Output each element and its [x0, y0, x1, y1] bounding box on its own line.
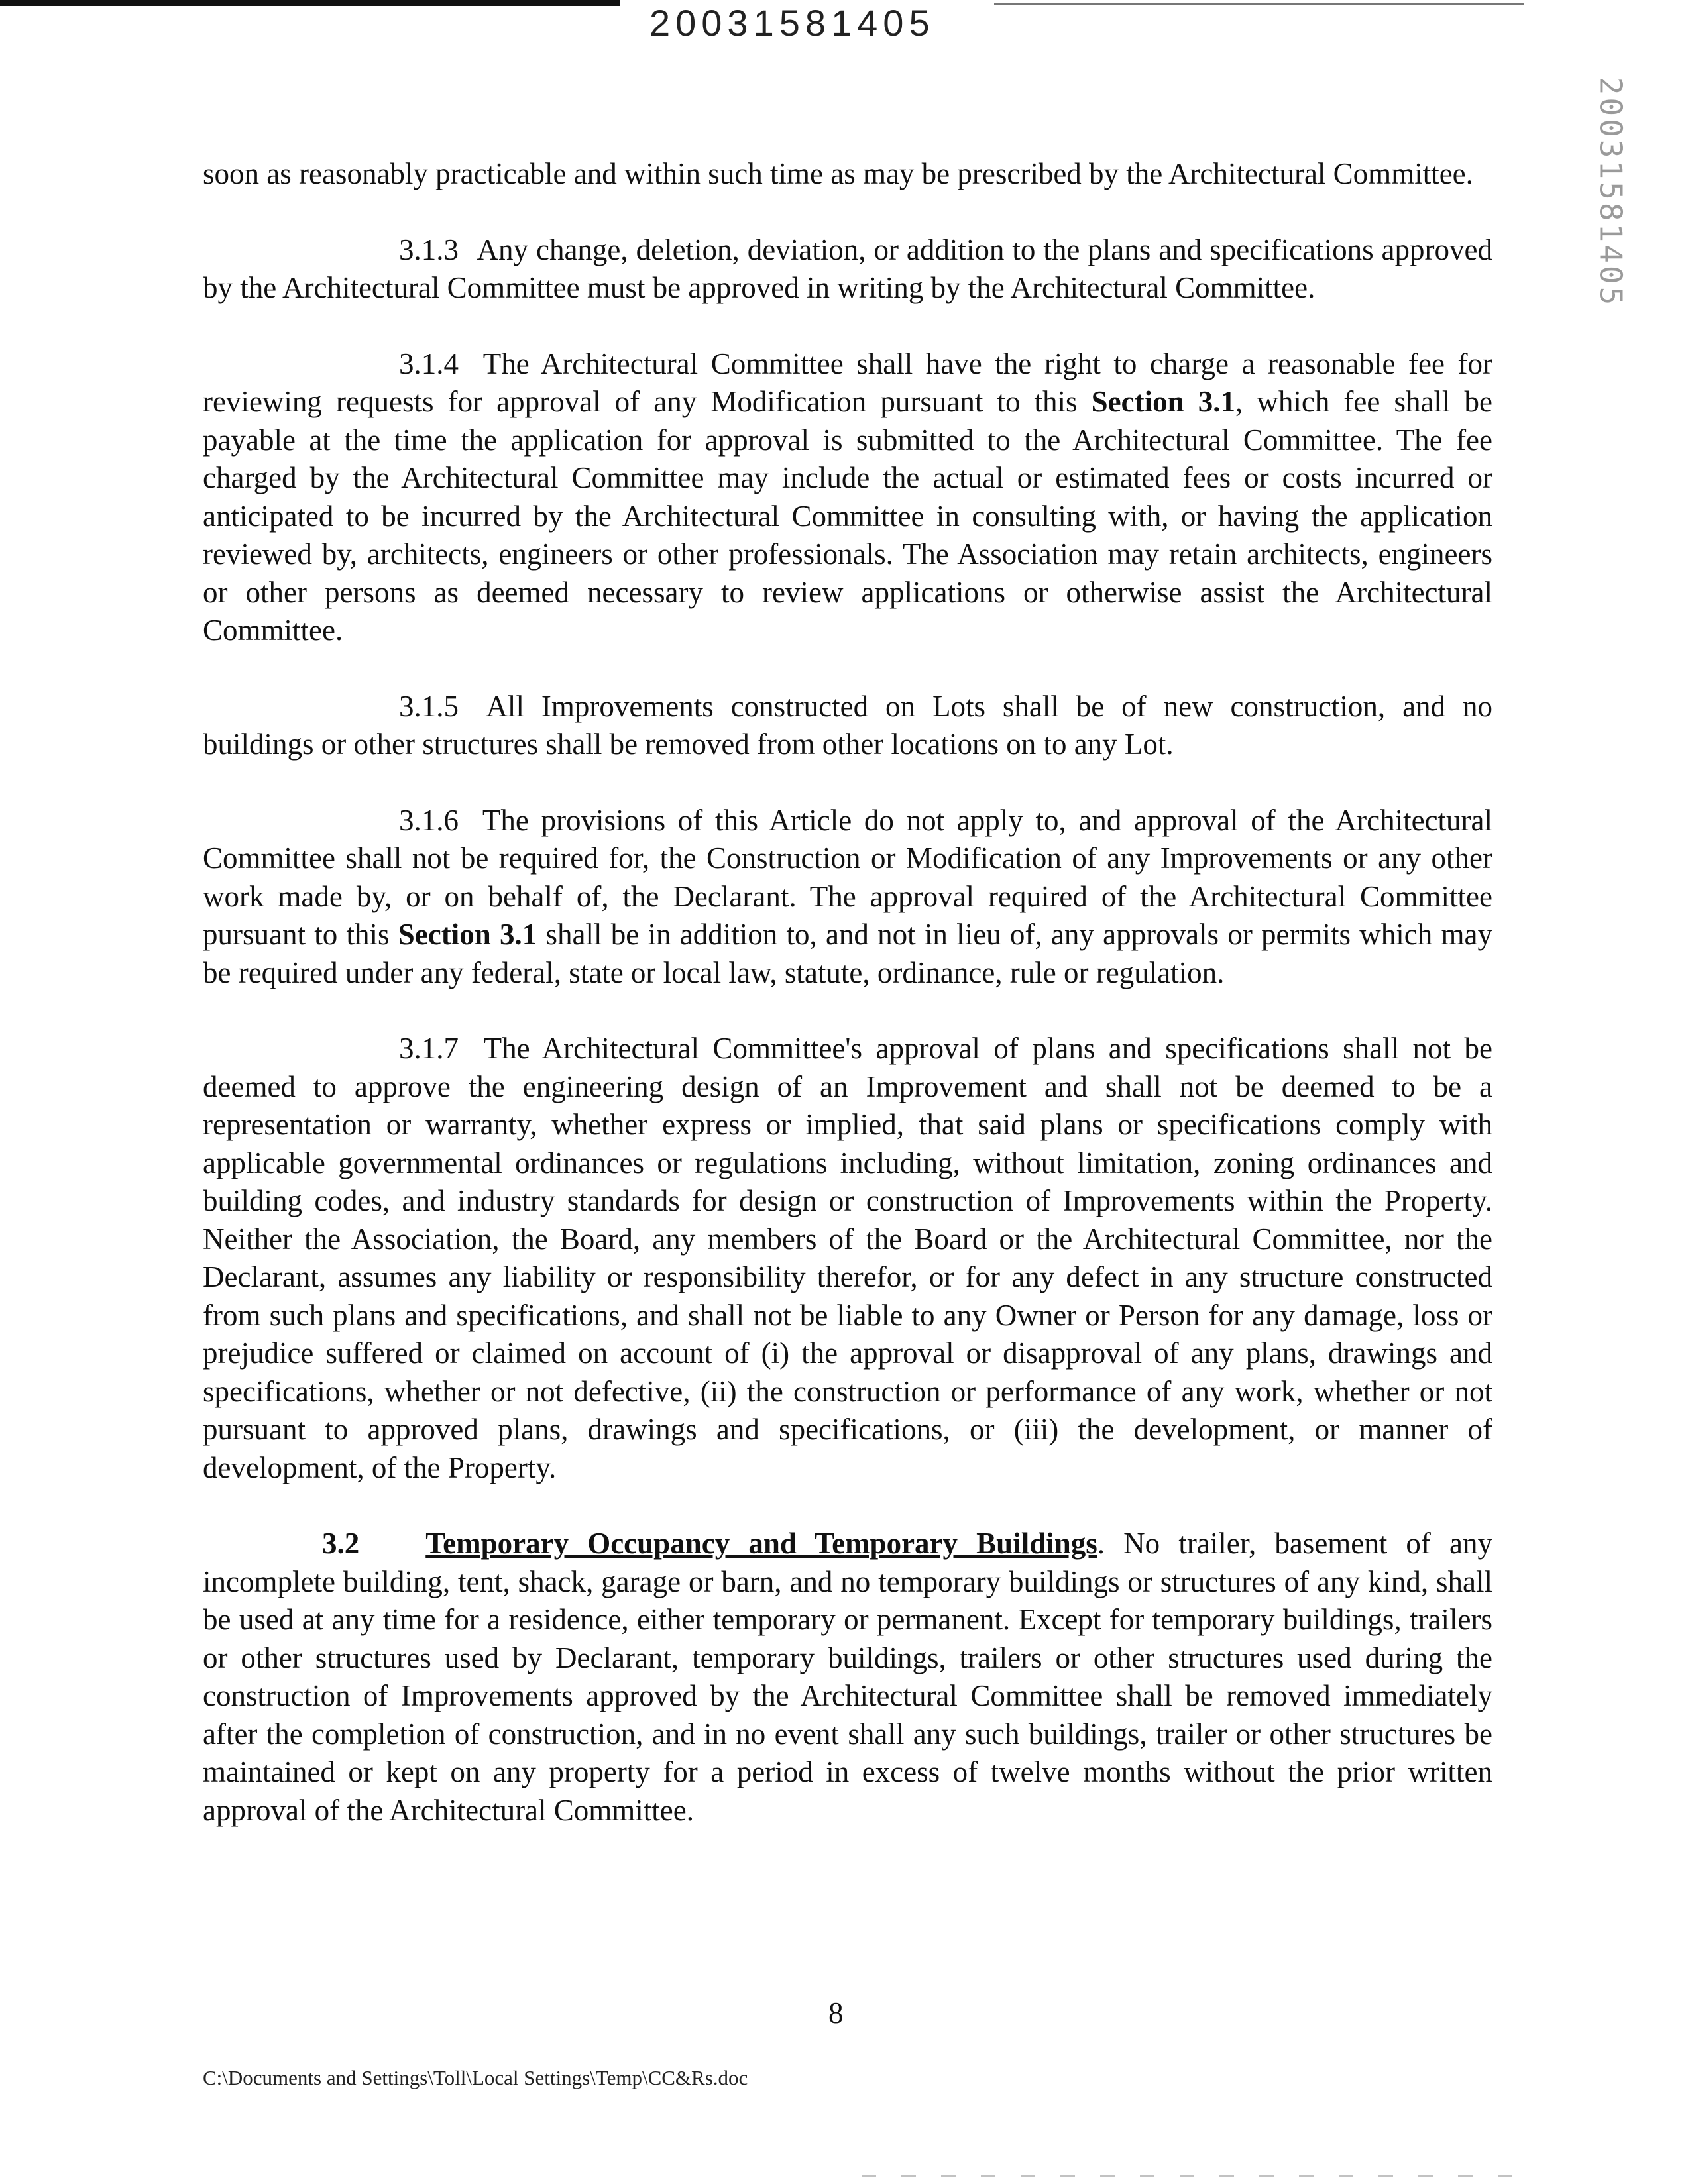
paragraph-3-1-5 [203, 688, 1492, 764]
section-number: 3.2 [322, 1527, 360, 1560]
paragraph-text: All Improvements constructed on Lots shall be of new construction, and no buildings or other structures shall be removed from other locations on to any Lot. [203, 689, 1492, 761]
section-title: Temporary Occupancy and Temporary Buildings [425, 1527, 1097, 1560]
recording-number: 20031581405 [649, 2, 935, 44]
paragraph-continuation [203, 155, 1492, 193]
section-title-period: . [1097, 1527, 1105, 1560]
paragraph-text: The provisions of this Article do not apply to, and approval of the Architectural Committee shall not be required for, the Construction or Modification of any Improvements or any other work made by, or on behalf of, the Declarant. The approval required of the Architectural Committee pursuant to this [203, 803, 1493, 951]
top-scan-rule [0, 0, 620, 6]
paragraph-text: No trailer, basement of any incomplete building, tent, shack, garage or barn, and no temporary buildings or structures of any kind, shall be used at any time for a residence, either temporary or permanent. Except for temporary buildings, trailers or other structures used by Declarant, temporary buildings, trailers or other structures used during the construction of Improvements approved by the Architectural Committee shall be removed immediately after the completion of construction, and in no event shall any such buildings, trailer or other structures be maintained or kept on any property for a period in excess of twelve months without the prior written approval of the Architectural Committee. [203, 1527, 1492, 1827]
side-stamp-text: 20031581405 [1593, 76, 1629, 308]
paragraph-text: The Architectural Committee's approval of plans and specifications shall not be deemed to approve the engineering design of an Improvement and shall not be deemed to be a representation or warranty, whether express or implied, that said plans or specifications comply with applicable governmental ordinances or regulations including, without limitation, zoning ordinances and building codes, and industry standards for design or construction of Improvements within the Property. Neither the Association, the Board, any members of the Board or the Architectural Committee, nor the Declarant, assumes any liability or responsibility therefor, or for any defect in any structure constructed from such plans and specifications, and shall not be liable to any Owner or Person for any damage, loss or prejudice suffered or claimed on account of (i) the approval or disapproval of any plans, drawings and specifications, whether or not defective, (ii) the construction or performance of any work, whether or not pursuant to approved plans, drawings and specifications, or (iii) the development, or manner of development, of the Property. [203, 1032, 1493, 1484]
paragraph-3-1-6 [203, 802, 1492, 993]
paragraph-text: Any change, deletion, deviation, or addition to the plans and specifications approved by the Architectural Committee must be approved in writing by the Architectural Committee. [203, 233, 1492, 304]
page-number: 8 [828, 1996, 844, 2030]
bottom-scan-marks [862, 2175, 1524, 2177]
document-body [203, 155, 1492, 1867]
section-reference: Section 3.1 [1091, 385, 1235, 418]
paragraph-text: soon as reasonably practicable and within such time as may be prescribed by the Architectural Committee. [203, 157, 1473, 190]
section-number: 3.1.4 [399, 347, 459, 380]
section-number: 3.1.6 [399, 803, 459, 837]
paragraph-3-1-3 [203, 231, 1492, 307]
paragraph-text: , which fee shall be payable at the time the application for approval is submitted to the Architectural Committee. The fee charged by the Architectural Committee may include the actual or estimated fees or costs incurred or anticipated to be incurred by the Architectural Committee in consulting with, or having the application reviewed by, architects, engineers or other professionals. The Association may retain architects, engineers or other persons as deemed necessary to review applications or otherwise assist the Architectural Committee. [203, 385, 1492, 647]
file-path-footer: C:\Documents and Settings\Toll\Local Settings\Temp\CC&Rs.doc [203, 2066, 748, 2089]
paragraph-text: shall be in addition to, and not in lieu of, any approvals or permits which may be required under any federal, state or local law, statute, ordinance, rule or regulation. [203, 918, 1492, 989]
paragraph-3-2 [203, 1525, 1492, 1829]
paragraph-3-1-7 [203, 1030, 1492, 1487]
section-number: 3.1.3 [399, 233, 459, 266]
paragraph-3-1-4 [203, 345, 1492, 650]
section-reference: Section 3.1 [398, 918, 537, 951]
paragraph-text: The Architectural Committee shall have the right to charge a reasonable fee for reviewing requests for approval of any Modification pursuant to this [203, 347, 1492, 418]
side-recording-stamp [1584, 76, 1637, 308]
section-number: 3.1.5 [399, 689, 459, 723]
top-scan-rule-thin [994, 3, 1524, 5]
section-number: 3.1.7 [399, 1032, 459, 1065]
